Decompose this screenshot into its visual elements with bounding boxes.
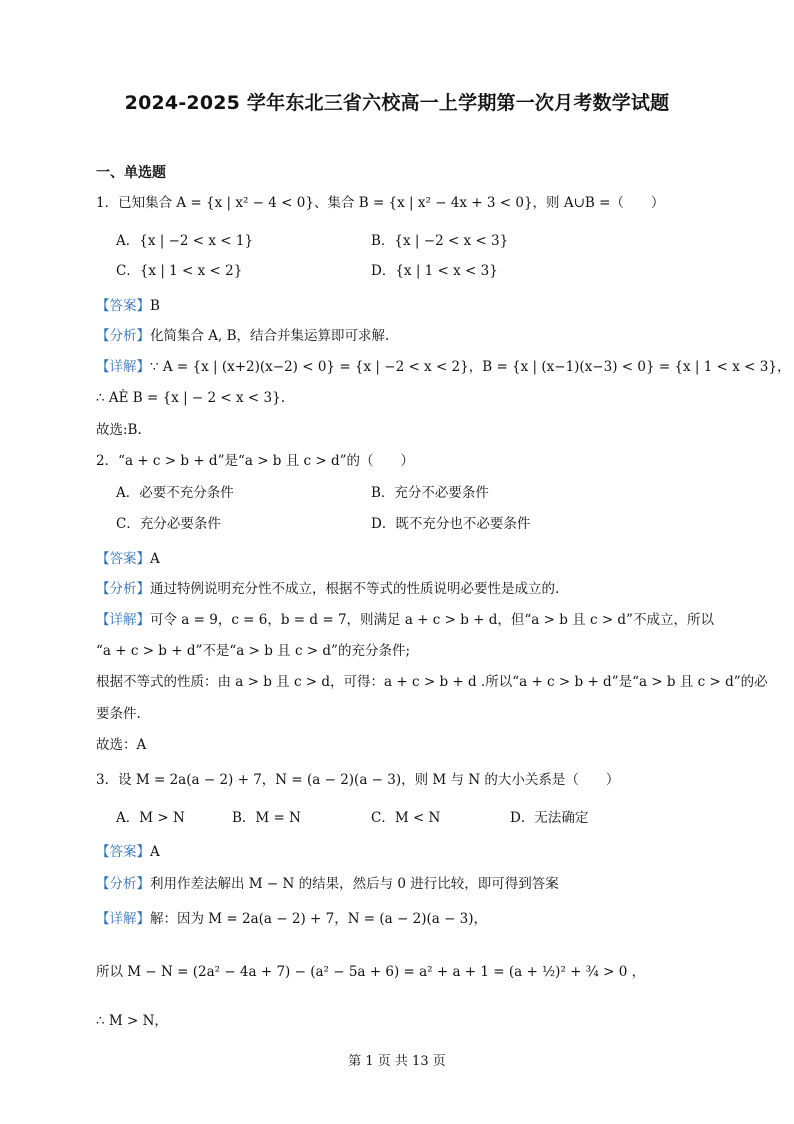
q1-option-b: B．{x | −2 < x < 3} [371,233,509,249]
answer-value: B [150,298,160,314]
analysis-text: 利用作差法解出 M − N 的结果，然后与 0 进行比较，即可得到答案 [150,876,559,892]
analysis-text: 化简集合 A, B，结合并集运算即可求解. [150,328,390,344]
question-2-stem: 2．“a + c > b + d”是“a > b 且 c > d”的（ ） [96,453,415,469]
q3-option-b: B．M = N [232,810,301,826]
detail-text: 解：因为 M = 2a(a − 2) + 7，N = (a − 2)(a − 3)， [150,911,488,927]
q2-answer [96,550,160,568]
q3-detail-line-2: 所以 M − N = (2a² − 4a + 7) − (a² − 5a + 6) = a² + a + 1 = (a + ½)² + ¾ > 0 ， [96,964,646,980]
question-1-stem: 1．已知集合 A = {x | x² − 4 < 0}、集合 B = {x | x² − 4x + 3 < 0}，则 A∪B =（ ） [96,195,665,211]
q3-detail-line-3: ∴ M > N， [96,1013,168,1029]
analysis-text: 通过特例说明充分性不成立，根据不等式的性质说明必要性是成立的. [150,581,560,597]
q1-option-c: C．{x | 1 < x < 2} [116,263,243,279]
q3-detail-line-1 [96,910,487,928]
q2-option-c: C．充分必要条件 [116,516,221,532]
q2-detail-line-5: 故选：A [96,737,147,753]
q2-option-d: D．既不充分也不必要条件 [371,516,531,532]
q1-detail-line-1 [96,358,790,376]
detail-tag: 【详解】 [96,911,150,927]
q2-detail-line-1 [96,611,714,629]
q2-detail-line-3: 根据不等式的性质：由 a > b 且 c > d，可得：a + c > b + d .所以“a + c > b + d”是“a > b 且 c > d”的必 [96,674,768,690]
analysis-tag: 【分析】 [96,876,150,892]
page-title: 2024-2025 学年东北三省六校高一上学期第一次月考数学试题 [124,92,670,114]
q2-analysis [96,580,559,598]
answer-value: A [150,551,160,567]
analysis-tag: 【分析】 [96,328,150,344]
detail-tag: 【详解】 [96,359,150,375]
detail-text: 可令 a = 9，c = 6，b = d = 7，则满足 a + c > b + d，但“a > b 且 c > d”不成立，所以 [150,612,714,628]
analysis-tag: 【分析】 [96,581,150,597]
section-heading: 一、单选题 [96,165,166,181]
q1-analysis [96,327,389,345]
answer-tag: 【答案】 [96,551,150,567]
q2-detail-line-2: “a + c > b + d”不是“a > b 且 c > d”的充分条件; [96,643,410,659]
q3-analysis [96,875,559,893]
answer-value: A [150,844,160,860]
answer-tag: 【答案】 [96,844,150,860]
q2-option-a: A．必要不充分条件 [116,485,234,501]
q1-option-d: D．{x | 1 < x < 3} [371,263,498,279]
q3-option-c: C．M < N [371,810,441,826]
detail-text: ∵ A = {x | (x+2)(x−2) < 0} = {x | −2 < x < 2}，B = {x | (x−1)(x−3) < 0} = {x | 1 < x < 3}， [150,359,791,375]
answer-tag: 【答案】 [96,298,150,314]
detail-tag: 【详解】 [96,612,150,628]
q3-answer [96,843,160,861]
q3-option-d: D．无法确定 [510,810,589,826]
q2-option-b: B．充分不必要条件 [371,485,489,501]
q1-option-a: A．{x | −2 < x < 1} [116,233,254,249]
q3-option-a: A．M > N [116,810,185,826]
question-3-stem: 3．设 M = 2a(a − 2) + 7，N = (a − 2)(a − 3)，则 M 与 N 的大小关系是（ ） [96,772,620,788]
q2-detail-line-4: 要条件. [96,706,141,722]
page-footer: 第 1 页 共 13 页 [348,1054,446,1069]
q1-detail-line-2: ∴ AÈ B = {x | − 2 < x < 3}. [96,390,285,406]
q1-detail-line-3: 故选:B. [96,422,142,438]
q1-answer [96,297,160,315]
